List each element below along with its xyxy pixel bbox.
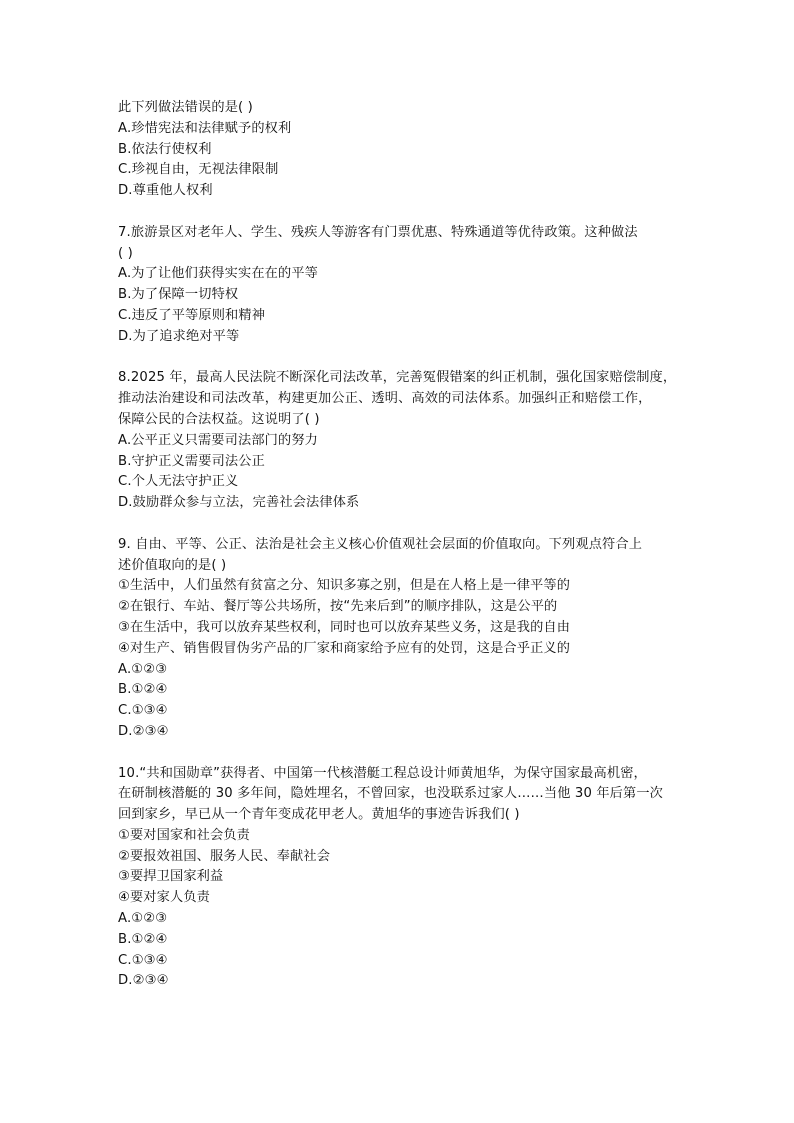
option-b: B.①②④ [118,682,168,698]
option-d: D.鼓励群众参与立法，完善社会法律体系 [118,495,360,511]
option-d: D.②③④ [118,723,169,739]
option-b: B.①②④ [118,931,168,947]
statement-4: ④要对家人负责 [118,890,210,906]
question-stem-line: 9. 自由、平等、公正、法治是社会主义核心价值观社会层面的价值取向。下列观点符合上 [118,536,643,552]
question-stem-line: 述价值取向的是( ) [118,557,227,573]
option-a: A.①②③ [118,911,168,927]
spacer [118,348,688,369]
statement-2: ②在银行、车站、餐厅等公共场所，按“先来后到”的顺序排队，这是公平的 [118,599,558,615]
question-stem-line: 此下列做法错误的是( ) [118,100,253,115]
option-c: C.违反了平等原则和精神 [118,307,266,323]
question-stem-line: 7.旅游景区对老年人、学生、残疾人等游客有门票优惠、特殊通道等优待政策。这种做法 [118,224,638,240]
question-stem-line: ( ) [118,245,133,261]
statement-1: ①生活中，人们虽然有贫富之分、知识多寡之别，但是在人格上是一律平等的 [118,578,571,594]
option-b: B.依法行使权利 [118,141,212,157]
question-9 [118,535,688,743]
question-8 [118,368,688,514]
option-d: D.②③④ [118,973,169,989]
option-b: B.守护正义需要司法公正 [118,453,265,469]
option-c: C.①③④ [118,703,168,719]
spacer [118,743,688,764]
question-stem-line: 在研制核潜艇的 30 多年间，隐姓埋名，不曾回家，也没联系过家人……当他 30 年后第一次 [118,786,664,802]
option-b: B.为了保障一切特权 [118,287,239,303]
question-stem-line: 保障公民的合法权益。这说明了( ) [118,411,320,427]
statement-4: ④对生产、销售假冒伪劣产品的厂家和商家给予应有的处罚，这是合乎正义的 [118,640,571,656]
statement-2: ②要报效祖国、服务人民、奉献社会 [118,848,331,864]
spacer [118,514,688,535]
question-stem-line: 10.“共和国勋章”获得者、中国第一代核潜艇工程总设计师黄旭华，为保守国家最高机密， [118,765,647,781]
option-c: C.珍视自由，无视法律限制 [118,162,279,178]
option-c: C.①③④ [118,952,168,968]
document-page [118,98,688,992]
option-a: A.珍惜宪法和法律赋予的权利 [118,120,292,136]
question-stem-line: 回到家乡，早已从一个青年变成花甲老人。黄旭华的事迹告诉我们( ) [118,807,520,823]
question-stem-line: 8.2025 年，最高人民法院不断深化司法改革，完善冤假错案的纠正机制，强化国家赔偿制度， [118,370,677,386]
option-a: A.为了让他们获得实实在在的平等 [118,266,319,282]
option-c: C.个人无法守护正义 [118,474,239,490]
statement-3: ③在生活中，我可以放弃某些权利，同时也可以放弃某些义务，这是我的自由 [118,619,571,635]
statement-3: ③要捍卫国家利益 [118,869,224,885]
option-a: A.公平正义只需要司法部门的努力 [118,432,319,448]
option-d: D.尊重他人权利 [118,183,213,199]
spacer [118,202,688,223]
option-a: A.①②③ [118,661,168,677]
question-7 [118,223,688,348]
question-stem-line: 推动法治建设和司法改革，构建更加公正、透明、高效的司法体系。加强纠正和赔偿工作， [118,391,652,407]
option-d: D.为了追求绝对平等 [118,328,240,344]
question-10 [118,764,688,993]
statement-1: ①要对国家和社会负责 [118,827,251,843]
question-6 [118,98,688,202]
